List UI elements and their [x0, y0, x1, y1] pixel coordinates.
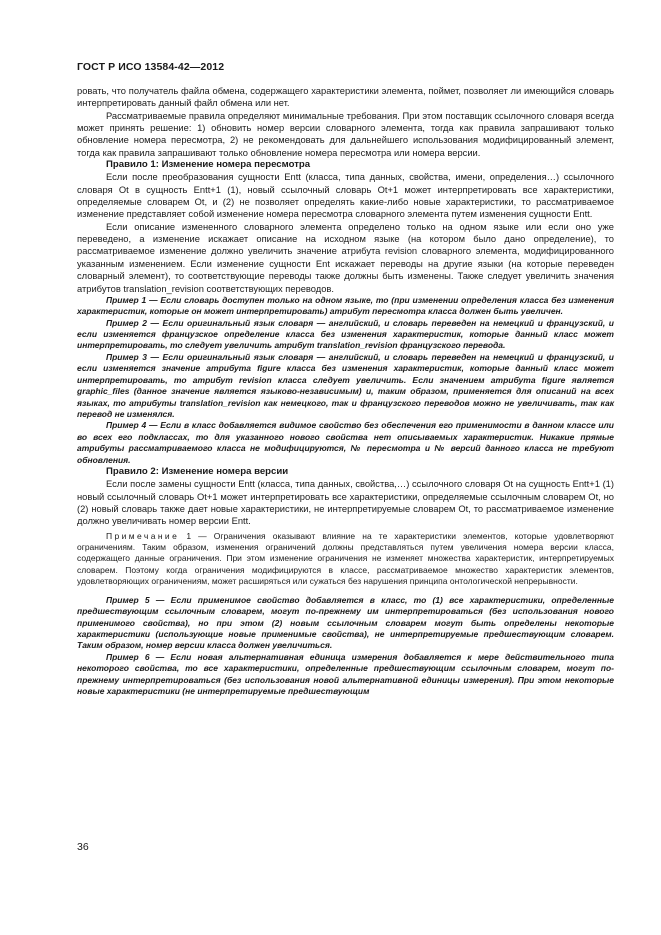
paragraph-minimal-requirements: Рассматриваемые правила определяют минимальные требования. При этом поставщик ссылочного словаря всегда может принять решение: 1) обновить номер версии словарного элемента, тогда как правила запрашивают только обновление номера пересмотра, 2) не рекомендовать для дальнейшего использования модифицированный элемент, тогда как правила запрашивают только обновление номера пересмотра или номера версии.	[77, 110, 614, 158]
page-number: 36	[77, 841, 89, 853]
page-body	[77, 85, 614, 697]
example-5: Пример 5 — Если применимое свойство добавляется в класс, то (1) все характеристики, определенные предшествующим ссылочным словарем, могут по-прежнему им интерпретироваться (без использования нового применимого свойства), но при этом (2) новым ссылочным словарем могут быть определены некоторые характеристики (использующие новые применимые свойства), не интерпретируемые предшествующим словарем. Таким образом, номер версии класса должен увеличиться.	[77, 594, 614, 651]
rule-1-heading: Правило 1: Изменение номера пересмотра	[106, 159, 311, 171]
note-label: Примечание	[106, 530, 180, 541]
example-3: Пример 3 — Если оригинальный язык словаря — английский, и словарь переведен на немецкий и французский, и если изменяется значение атрибута figure класса без изменения характеристик, которые данный класс может интерпретировать, то атрибут revision класса следует увеличить. Если значением атрибута figure является graphic_files (данное значение является языково-независимым) и, таким образом, применяется для описаний на всех языках, то атрибуты translation_revision как немецкого, так и французского переводов можно не увеличивать, так как перевод не изменялся.	[77, 351, 614, 419]
note-1	[77, 531, 614, 588]
paragraph-rule-2-definition: Если после замены сущности Entt (класса, типа данных, свойства,…) ссылочного словаря Ot на сущность Entt+1 (1) новый ссылочный словарь Ot+1 может интерпретировать все характеристики, определяемые ссылочным словарем Ot, но (2) новый словарь также дает новые характеристики, не интерпретируемые словарем Ot, то рассматриваемое изменение должно увеличивать номер версии Entt.	[77, 479, 614, 527]
example-1: Пример 1 — Если словарь доступен только на одном языке, то (при изменении определения класса без изменения характеристик, которые он может интерпретировать) атрибут пересмотра класса должен быть увеличен.	[77, 294, 614, 317]
paragraph-revision-attribute: Если описание измененного словарного элемента определено только на одном языке или если оно уже переведено, а изменение искажает описание на исходном языке (на котором было дано определение), то рассматриваемое изменение должно увеличить значение атрибута revision словарного элемента, модифицированного указанным изменением. Если изменение сущности Ent искажает переводы на другие языки (на которые переведен словарный элемент), то соответствующие переводы также должны быть изменены. Также следует увеличить значения атрибутов translation_revision соответствующих переводов.	[77, 221, 614, 294]
example-6: Пример 6 — Если новая альтернативная единица измерения добавляется к мере действительного типа некоторого свойства, то все характеристики, определенные предшествующим ссылочным словарем, могут по-прежнему интерпретироваться (без использования новой альтернативной единицы измерения). При этом некоторые новые характеристики (не интерпретируемые предшествующим	[77, 651, 614, 696]
example-2: Пример 2 — Если оригинальный язык словаря — английский, и словарь переведен на немецкий и французский, и если изменяется французское определение класса без изменения характеристик, которые данный класс может интерпретировать, то следует увеличить атрибут translation_revision французского перевода.	[77, 317, 614, 351]
note-text: 1 — Ограничения оказывают влияние на те характеристики элементов, которые удовлетворяют ограничениям. Таким образом, изменения ограничений должны представляться путем увеличения номера версии класса, содержащего данные ограничения. При этом изменение ограничения не изменяет множества характеристик, интерпретируемых словарем. Поэтому когда ограничения модифицируются в классе, рассматриваемое множество характеристик элементов, удовлетворяющих ограничениям, может расширяться или сужаться без нарушения принципа онтологической непрерывности.	[77, 530, 614, 587]
paragraph-continuation: ровать, что получатель файла обмена, содержащего характеристики элемента, поймет, позволяет ли имеющийся словарь интерпретировать данный файл обмена или нет.	[77, 86, 614, 109]
document-header: ГОСТ Р ИСО 13584-42—2012	[77, 61, 225, 73]
rule-2-heading: Правило 2: Изменение номера версии	[106, 465, 289, 477]
paragraph-rule-1-definition: Если после преобразования сущности Entt (класса, типа данных, свойства, имени, определения…) ссылочного словаря Ot в сущность Entt+1 (1), новый ссылочный словарь Ot+1 может интерпретировать все характеристики, определяемые словарем Ot, и (2) не позволяет определять какие-либо новые характеристики, то рассматриваемое изменение представляет собой изменение номера пересмотра словарного элемента путем изменения сущности Entt.	[77, 172, 614, 220]
example-4: Пример 4 — Если в класс добавляется видимое свойство без обеспечения его применимости в данном классе или во всех его подклассах, то для указанного нового свойства нет описываемых характеристик. Никакие прямые атрибуты рассматриваемого класса не модифицируются, № пересмотра и № версий данного класса не требуют обновления.	[77, 420, 614, 465]
